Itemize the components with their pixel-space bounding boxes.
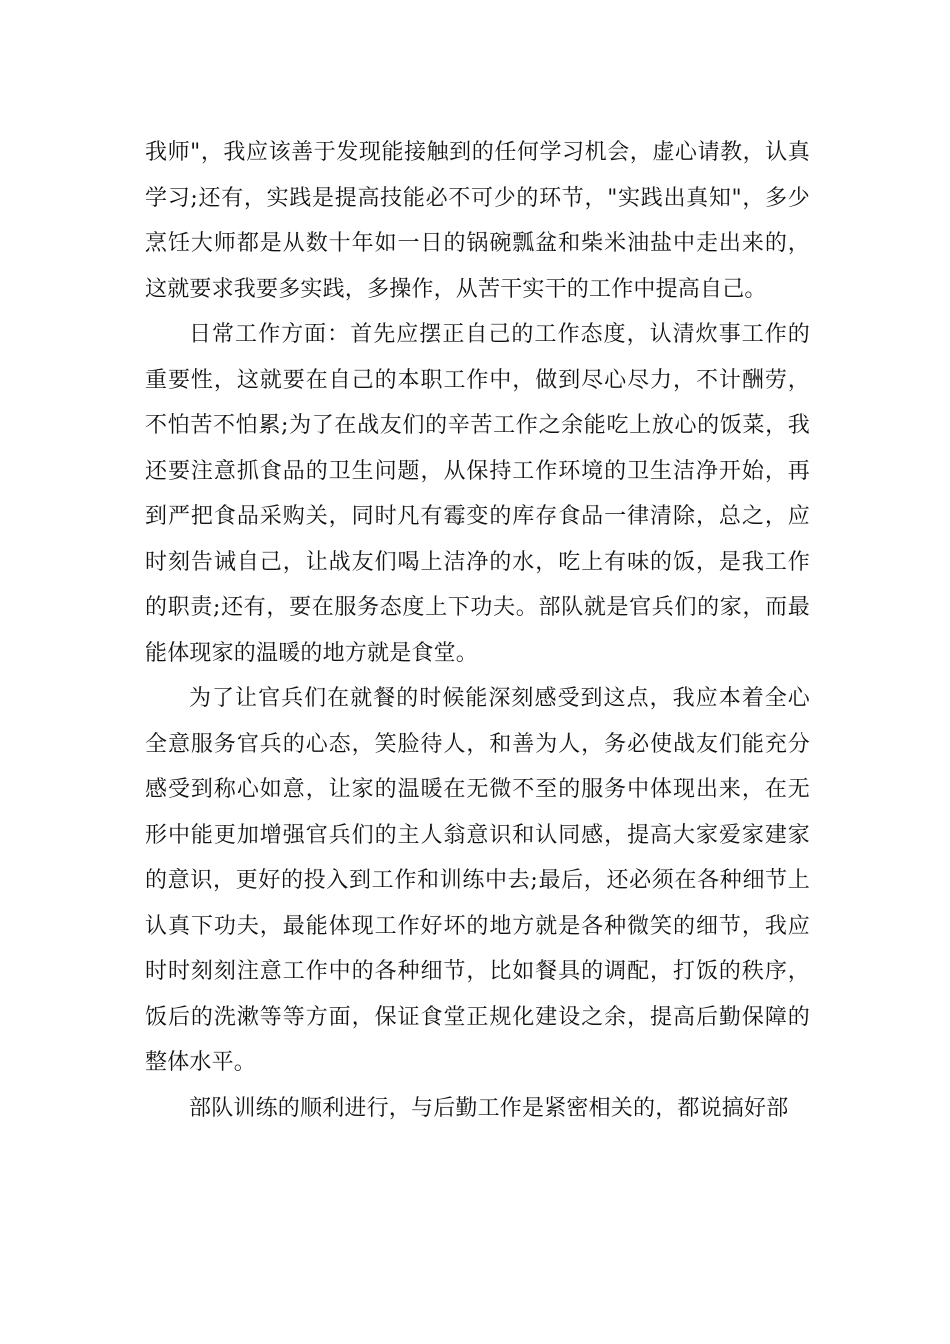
paragraph-continuation: 我师"，我应该善于发现能接触到的任何学习机会，虚心请教，认真学习;还有，实践是提高技能必不可少的环节，"实践出真知"，多少烹饪大师都是从数十年如一日的锅碗瓢盆和柴米油盐中走出来的，这就要求我要多实践，多操作，从苦干实干的工作中提高自己。	[145, 140, 810, 302]
document-body	[145, 130, 810, 1131]
paragraph-training-logistics: 部队训练的顺利进行，与后勤工作是紧密相关的，都说搞好部	[189, 1095, 789, 1121]
paragraph-daily-work: 日常工作方面：首先应摆正自己的工作态度，认清炊事工作的重要性，这就要在自己的本职工作中，做到尽心尽力，不计酬劳，不怕苦不怕累;为了在战友们的辛苦工作之余能吃上放心的饭菜，我还要注意抓食品的卫生问题，从保持工作环境的卫生洁净开始，再到严把食品采购关，同时凡有霉变的库存食品一律清除，总之，应时刻告诫自己，让战友们喝上洁净的水，吃上有味的饭，是我工作的职责;还有，要在服务态度上下功夫。部队就是官兵们的家，而最能体现家的温暖的地方就是食堂。	[145, 322, 810, 666]
paragraph-service-attitude: 为了让官兵们在就餐的时候能深刻感受到这点，我应本着全心全意服务官兵的心态，笑脸待人，和善为人，务必使战友们能充分感受到称心如意，让家的温暖在无微不至的服务中体现出来，在无形中能更加增强官兵们的主人翁意识和认同感，提高大家爱家建家的意识，更好的投入到工作和训练中去;最后，还必须在各种细节上认真下功夫，最能体现工作好坏的地方就是各种微笑的细节，我应时时刻刻注意工作中的各种细节，比如餐具的调配，打饭的秩序，饭后的洗漱等等方面，保证食堂正规化建设之余，提高后勤保障的整体水平。	[145, 686, 810, 1075]
